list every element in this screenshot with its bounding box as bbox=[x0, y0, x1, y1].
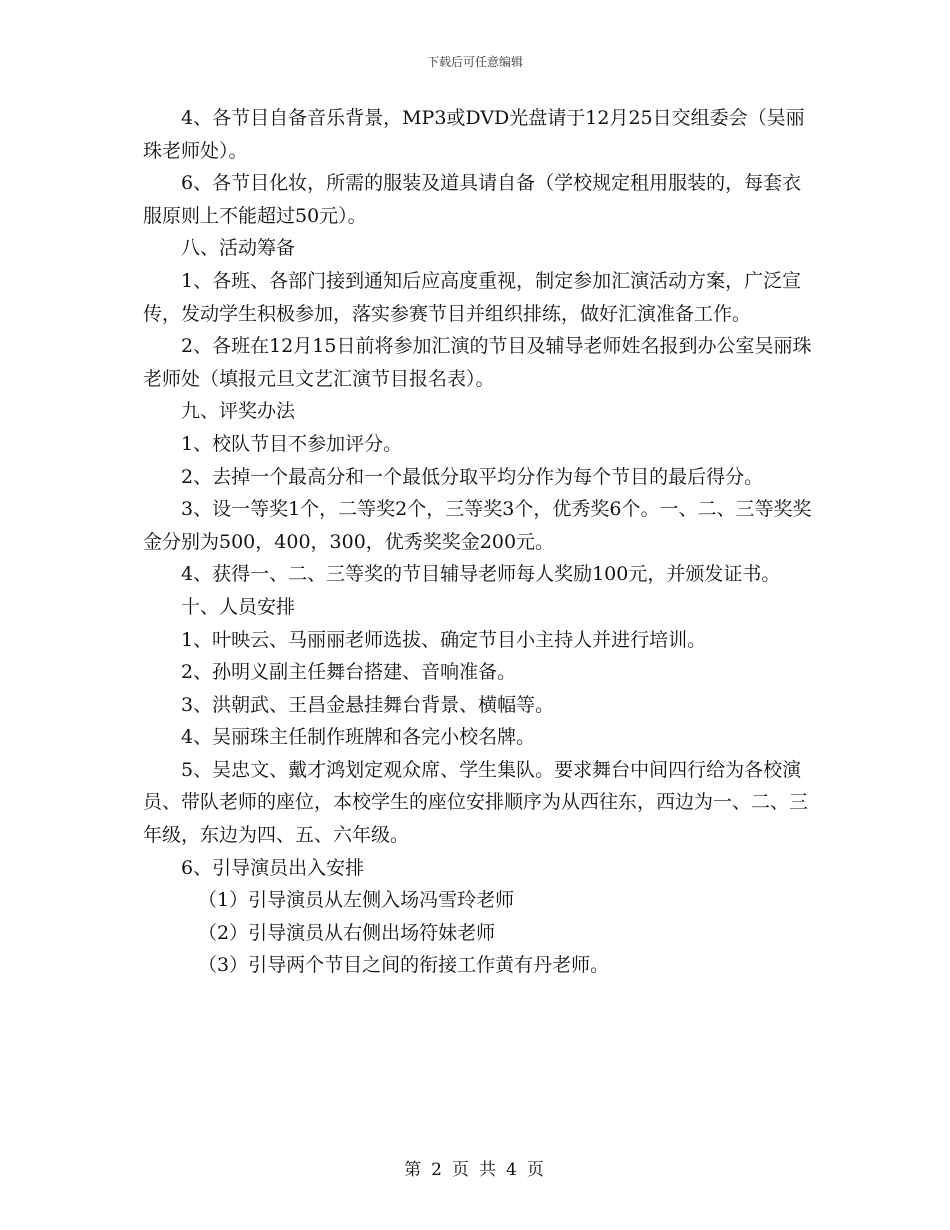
paragraph: 2、各班在12月15日前将参加汇演的节目及辅导老师姓名报到办公室吴丽珠老师处（填报元旦文艺汇演节目报名表）。 bbox=[143, 335, 812, 390]
paragraph: 1、校队节目不参加评分。 bbox=[181, 432, 403, 455]
paragraph: 4、吴丽珠主任制作班牌和各完小校名牌。 bbox=[181, 726, 536, 749]
paragraph: 4、各节目自备音乐背景，MP3或DVD光盘请于12月25日交组委会（吴丽珠老师处）。 bbox=[143, 107, 805, 162]
sub-item: （3）引导两个节目之间的衔接工作黄有丹老师。 bbox=[198, 954, 610, 977]
paragraph: 6、引导演员出入安排 bbox=[181, 856, 365, 879]
section-heading: 八、活动筹备 bbox=[181, 237, 296, 260]
footer-total-word: 共 bbox=[479, 1160, 498, 1180]
paragraph: 3、设一等奖1个，二等奖2个，三等奖3个，优秀奖6个。一、二、三等奖奖金分别为500，400，300，优秀奖奖金200元。 bbox=[143, 498, 812, 553]
paragraph: 1、叶映云、马丽丽老师选拔、确定节目小主持人并进行培训。 bbox=[181, 628, 707, 651]
paragraph: 4、获得一、二、三等奖的节目辅导老师每人奖励100元，并颁发证书。 bbox=[181, 563, 781, 586]
sub-item: （1）引导演员从左侧入场冯雪玲老师 bbox=[198, 889, 515, 912]
paragraph: 6、各节目化妆，所需的服装及道具请自备（学校规定租用服装的，每套衣服原则上不能超过50元）。 bbox=[143, 172, 802, 227]
section-heading: 十、人员安排 bbox=[181, 595, 296, 618]
total-pages-number: 4 bbox=[506, 1160, 519, 1180]
footer-page-word: 页 bbox=[452, 1160, 471, 1180]
current-page-number: 2 bbox=[431, 1160, 444, 1180]
footer-prefix: 第 bbox=[404, 1160, 424, 1180]
sub-item: （2）引导演员从右侧出场符妹老师 bbox=[198, 921, 496, 944]
paragraph: 3、洪朝武、王昌金悬挂舞台背景、横幅等。 bbox=[181, 693, 555, 716]
paragraph: 2、去掉一个最高分和一个最低分取平均分作为每个节目的最后得分。 bbox=[181, 465, 764, 488]
footer-suffix: 页 bbox=[526, 1160, 546, 1180]
section-heading: 九、评奖办法 bbox=[181, 400, 296, 423]
paragraph: 5、吴忠文、戴才鸿划定观众席、学生集队。要求舞台中间四行给为各校演员、带队老师的座位，本校学生的座位安排顺序为从西往东，西边为一、二、三年级，东边为四、五、六年级。 bbox=[143, 758, 809, 847]
paragraph: 2、孙明义副主任舞台搭建、音响准备。 bbox=[181, 661, 517, 684]
page-header: 下载后可任意编辑 bbox=[426, 55, 523, 69]
paragraph: 1、各班、各部门接到通知后应高度重视，制定参加汇演活动方案，广泛宣传，发动学生积极参加，落实参赛节目并组织排练，做好汇演准备工作。 bbox=[143, 269, 802, 325]
document-body bbox=[143, 102, 813, 982]
page-footer bbox=[0, 1155, 950, 1180]
